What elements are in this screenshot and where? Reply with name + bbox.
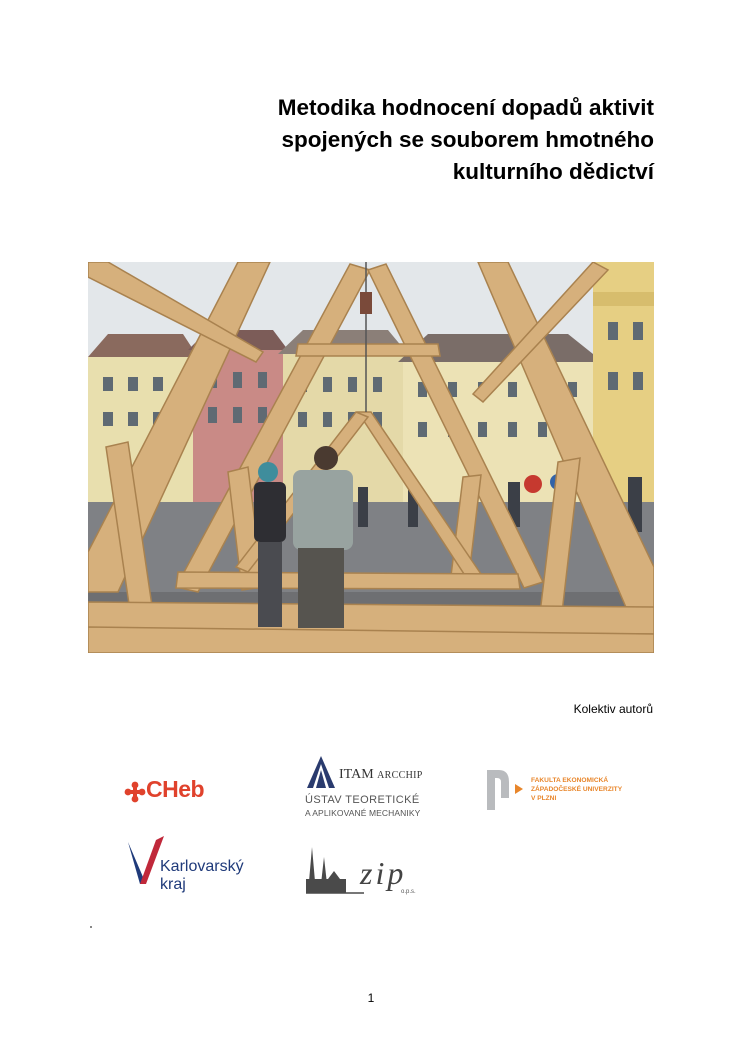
document-title [134,92,654,188]
karlovarsky-line-2: kraj [160,876,186,893]
itam-logo [305,756,445,822]
authors-label: Kolektiv autorů [573,702,653,716]
page-number: 1 [367,991,375,1005]
title-line-2: spojených se souborem hmotného [281,127,654,152]
itam-brand [339,767,423,783]
title-line-3: kulturního dědictví [452,159,654,184]
itam-brand-name: ITAM [339,767,374,782]
cheb-logo [124,776,234,808]
cheb-logo-text: CHeb [146,776,205,802]
itam-line-2: ÚSTAV TEORETICKÉ [305,794,420,806]
karlovarsky-text [160,858,244,894]
karlovarsky-line-1: Karlovarský [160,858,244,875]
zip-logo-text: zip [360,855,407,891]
cover-photo-illustration [88,262,654,653]
fek-line-1: FAKULTA EKONOMICKÁ [531,777,609,784]
title-line-1: Metodika hodnocení dopadů aktivit [277,95,654,120]
itam-brand-sub: ARCCHIP [377,770,423,781]
fek-line-2: ZÁPADOČESKÉ UNIVERZITY [531,786,623,793]
cheb-cross-icon [124,781,146,803]
cover-photo-timber-frame [88,262,654,653]
fek-line-3: V PLZNI [531,795,557,802]
itam-line-3: A APLIKOVANÉ MECHANIKY [305,808,421,818]
itam-peak-icon [305,756,337,790]
fek-zcu-logo [485,768,635,812]
fek-text [531,776,622,803]
karlovarsky-kraj-logo [124,836,259,898]
zip-ops-logo [304,845,424,901]
zip-cathedral-icon [304,845,364,897]
fek-emblem-icon [485,768,525,812]
stray-mark [90,926,92,928]
zip-logo-sub: o.p.s. [401,889,416,895]
